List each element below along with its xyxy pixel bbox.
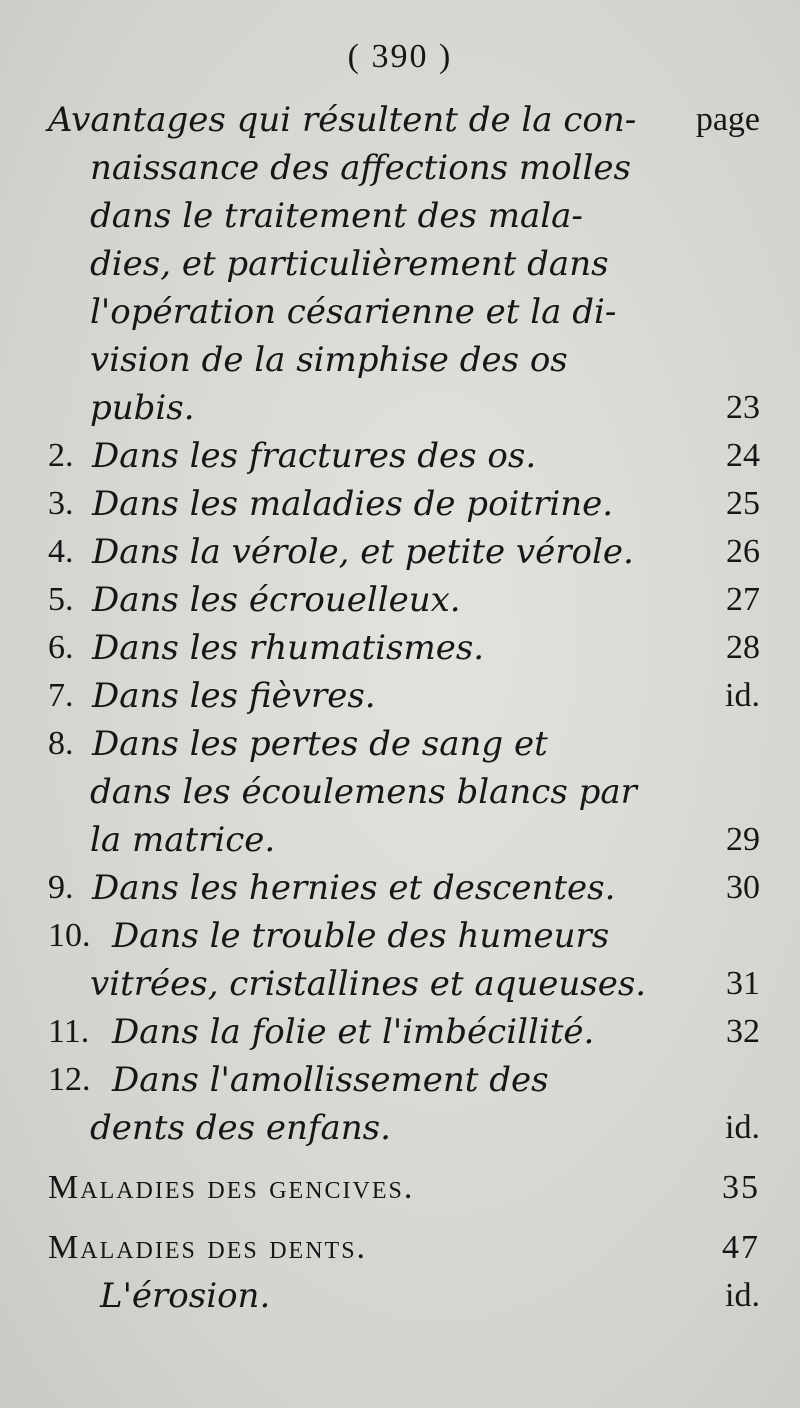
- entry-text: Dans les rhumatismes.: [92, 628, 485, 668]
- entry-page: id.: [725, 1109, 760, 1146]
- entry-line: [48, 720, 760, 768]
- toc-entry: [48, 480, 760, 528]
- entry-line: pubis.: [90, 388, 195, 428]
- entry-page: 29: [726, 821, 760, 858]
- entry-line: [48, 960, 760, 1008]
- toc-entry: [48, 672, 760, 720]
- toc-entry: [48, 528, 760, 576]
- entry-page: 28: [726, 629, 760, 666]
- entry-text: Dans les maladies de poitrine.: [92, 484, 614, 524]
- entry-line: [48, 912, 760, 960]
- entry-number: 10.: [48, 917, 91, 954]
- entry-line: l'opération césarienne et la di-: [90, 292, 617, 332]
- entry-line: [48, 816, 760, 864]
- toc-entry: [48, 912, 760, 1008]
- toc-entry: [48, 624, 760, 672]
- toc-entry: [48, 1008, 760, 1056]
- entry-page: 30: [726, 869, 760, 906]
- section-title: Maladies des dents.: [48, 1229, 368, 1266]
- entry-line: [48, 1008, 760, 1056]
- entry-page: 25: [726, 485, 760, 522]
- entry-text: dents des enfans.: [90, 1108, 391, 1148]
- toc-entry: [48, 576, 760, 624]
- entry-number: 2.: [48, 437, 74, 474]
- toc-entry: [48, 1056, 760, 1152]
- entry-text: Dans les écrouelleux.: [92, 580, 461, 620]
- entry-number: 11.: [48, 1013, 90, 1050]
- entry-number: 5.: [48, 581, 74, 618]
- entry-line: [48, 768, 760, 816]
- entry-line: dies, et particulièrement dans: [90, 244, 609, 284]
- entry-text: vitrées, cristallines et aqueuses.: [90, 964, 647, 1004]
- toc-entry: [48, 864, 760, 912]
- toc-entry: [48, 432, 760, 480]
- entry-line: [48, 624, 760, 672]
- entry-line: [48, 480, 760, 528]
- numbered-entries: [48, 432, 760, 1152]
- entry-line: Avantages qui résultent de la con-: [48, 100, 637, 140]
- toc-entry-erosion: [48, 1272, 760, 1320]
- entry-line: [48, 576, 760, 624]
- entry-number: 4.: [48, 533, 74, 570]
- entry-number: 9.: [48, 869, 74, 906]
- entry-page: 27: [726, 581, 760, 618]
- entry-line: dans le traitement des mala-: [90, 196, 583, 236]
- toc-entry: [48, 720, 760, 864]
- page-number: ( 390 ): [347, 38, 453, 75]
- entry-text: dans les écoulemens blancs par: [90, 772, 637, 812]
- entry-page: 31: [726, 965, 760, 1002]
- entry-page: id.: [725, 1277, 760, 1314]
- entry-text: Dans les hernies et descentes.: [92, 868, 616, 908]
- entry-text: Dans les pertes de sang et: [92, 724, 548, 764]
- entry-page: 26: [726, 533, 760, 570]
- entry-page: 32: [726, 1013, 760, 1050]
- section-page: 35: [722, 1169, 760, 1206]
- section-heading: [48, 1224, 760, 1272]
- entry-number: 12.: [48, 1061, 91, 1098]
- entry-line: [48, 672, 760, 720]
- entry-line: [48, 1056, 760, 1104]
- entry-line: vision de la simphise des os: [90, 340, 568, 380]
- entry-number: 3.: [48, 485, 74, 522]
- entry-page: id.: [725, 677, 760, 714]
- entry-text: Dans l'amollissement des: [112, 1060, 549, 1100]
- entry-page: 24: [726, 437, 760, 474]
- entry-text: Dans les fractures des os.: [92, 436, 537, 476]
- entry-line: [48, 1104, 760, 1152]
- entry-line: [48, 528, 760, 576]
- entry-number: 7.: [48, 677, 74, 714]
- entry-line: [48, 432, 760, 480]
- section-heading: [48, 1164, 760, 1212]
- entry-line: L'érosion.: [100, 1276, 271, 1316]
- entry-line: naissance des affections molles: [90, 148, 631, 188]
- section-page: 47: [722, 1229, 760, 1266]
- page-column-header: page: [695, 101, 760, 138]
- entry-page: 23: [726, 389, 760, 426]
- entry-text: Dans le trouble des humeurs: [112, 916, 610, 956]
- entry-text: Dans la vérole, et petite vérole.: [92, 532, 634, 572]
- table-of-contents: [48, 96, 760, 1320]
- entry-text: Dans la folie et l'imbécillité.: [112, 1012, 595, 1052]
- entry-text: la matrice.: [90, 820, 276, 860]
- entry-text: Dans les fièvres.: [92, 676, 376, 716]
- entry-number: 6.: [48, 629, 74, 666]
- section-title: Maladies des gencives.: [48, 1169, 415, 1206]
- entry-number: 8.: [48, 725, 74, 762]
- entry-line: [48, 864, 760, 912]
- toc-entry-intro: [48, 96, 760, 432]
